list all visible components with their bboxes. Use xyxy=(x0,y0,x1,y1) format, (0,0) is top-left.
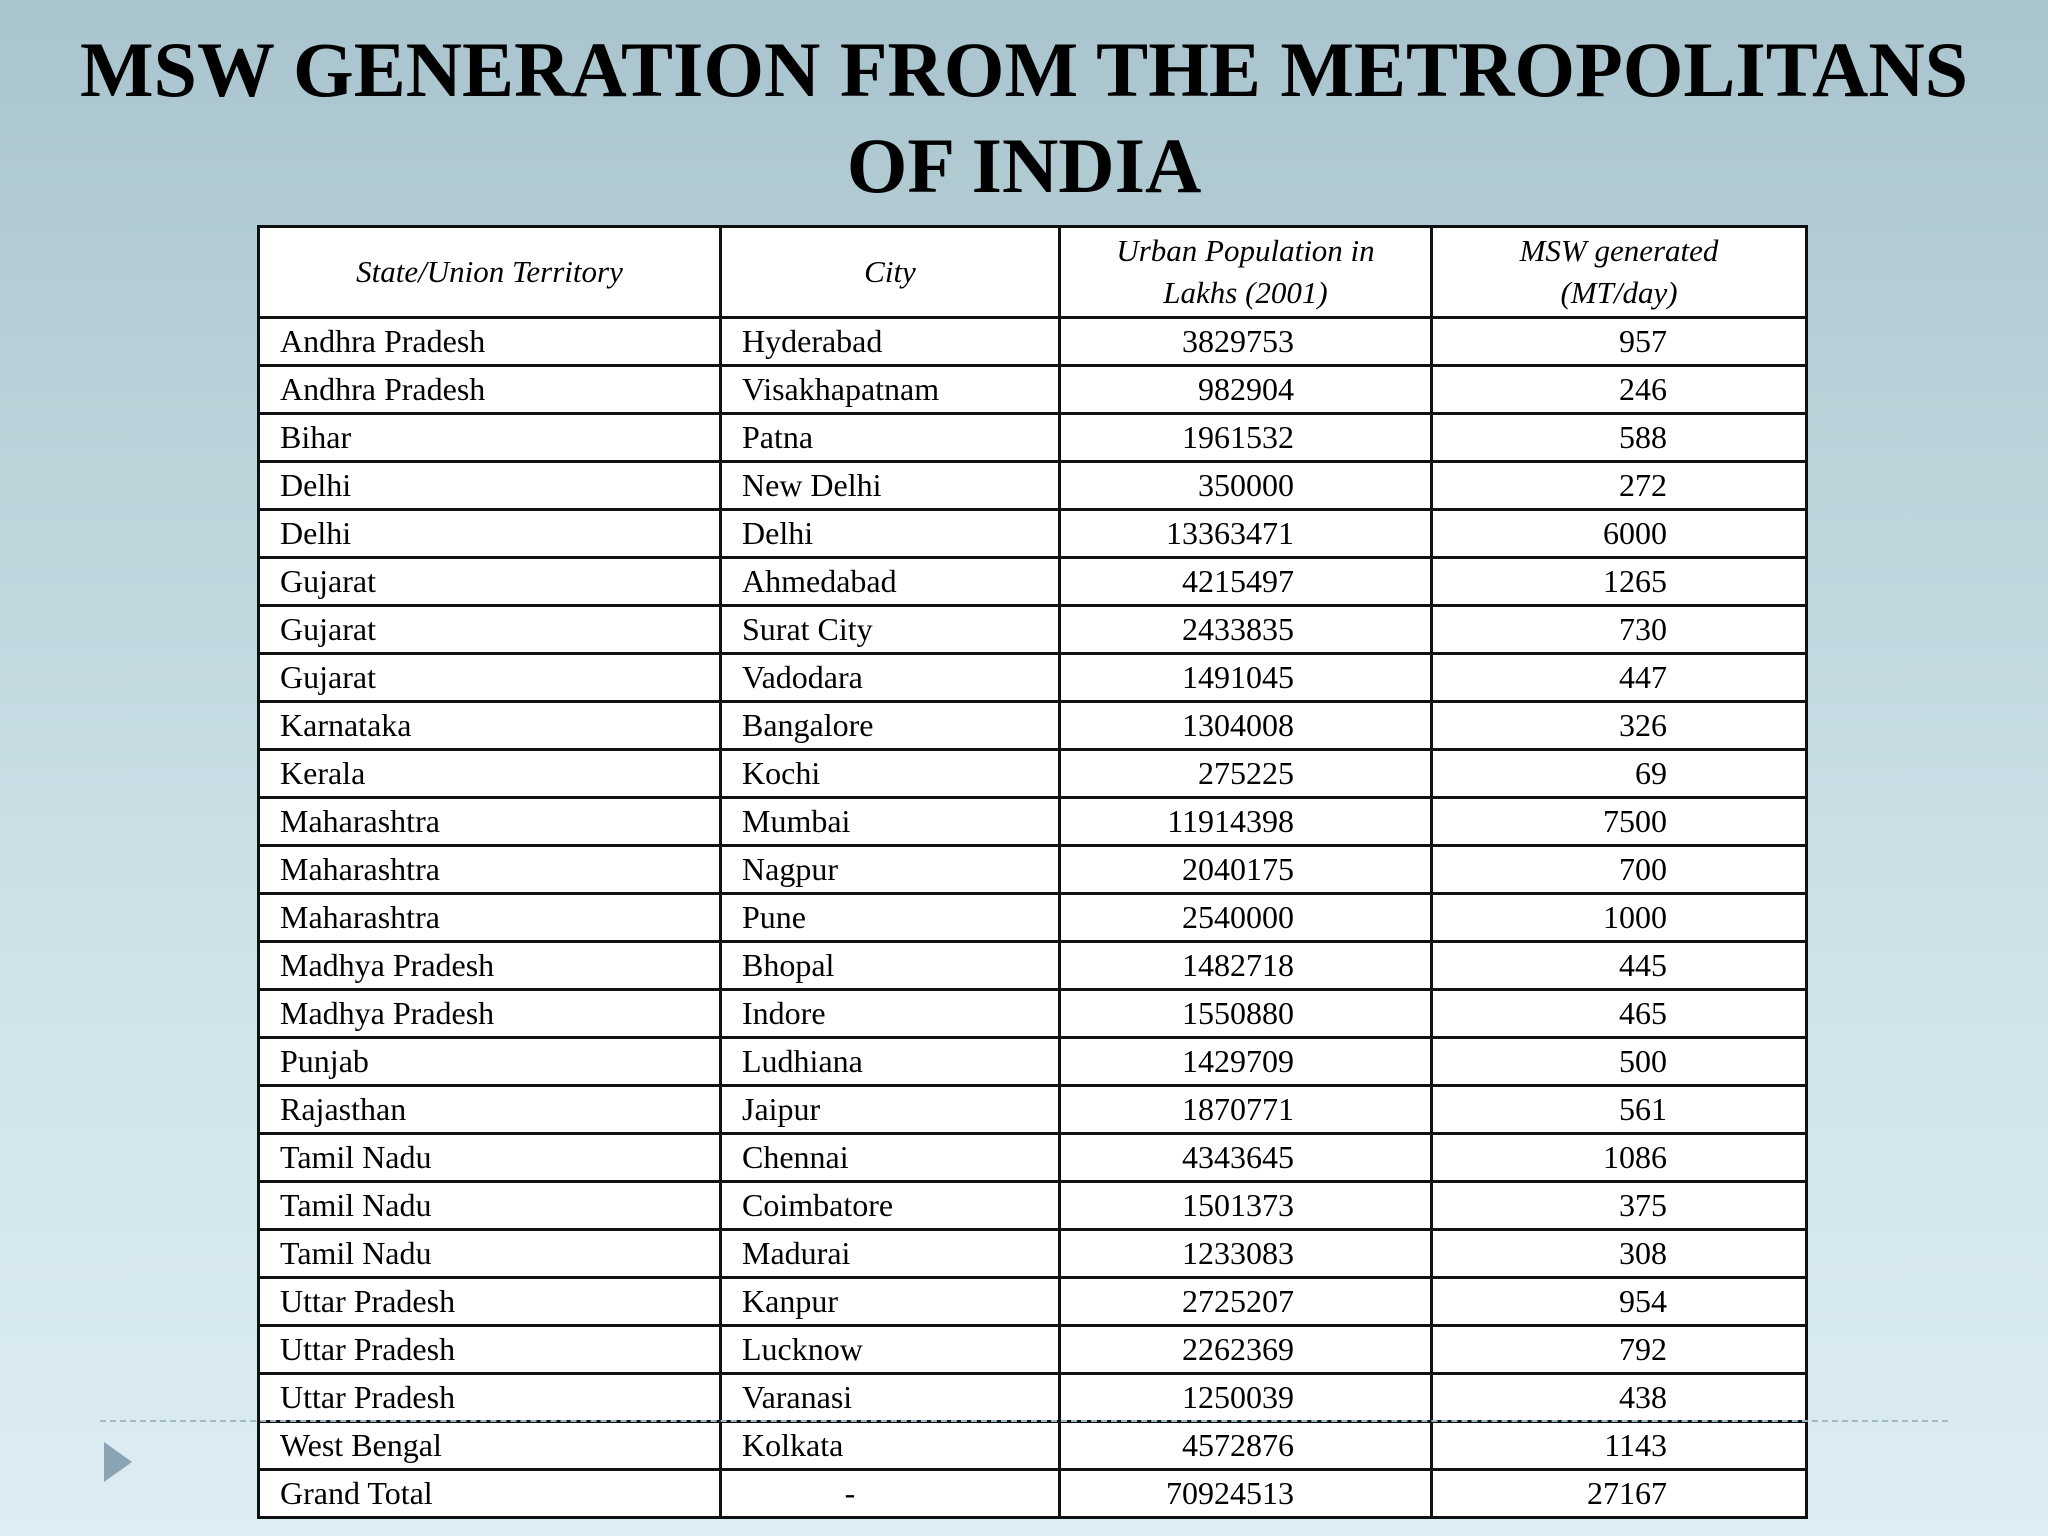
cell-state: Kerala xyxy=(259,750,721,798)
cell-population: 1870771 xyxy=(1060,1086,1432,1134)
cell-city: Bangalore xyxy=(721,702,1060,750)
cell-msw: 700 xyxy=(1432,846,1807,894)
cell-city: Varanasi xyxy=(721,1374,1060,1422)
cell-msw: 375 xyxy=(1432,1182,1807,1230)
table-row xyxy=(259,606,1807,654)
header-city: City xyxy=(721,227,1060,318)
total-label: Grand Total xyxy=(259,1470,721,1518)
cell-city: Jaipur xyxy=(721,1086,1060,1134)
table-row xyxy=(259,798,1807,846)
table-row xyxy=(259,750,1807,798)
cell-msw: 1143 xyxy=(1432,1422,1807,1470)
cell-state: Karnataka xyxy=(259,702,721,750)
cell-msw: 730 xyxy=(1432,606,1807,654)
cell-population: 4572876 xyxy=(1060,1422,1432,1470)
cell-msw: 438 xyxy=(1432,1374,1807,1422)
cell-msw: 308 xyxy=(1432,1230,1807,1278)
table-row xyxy=(259,1086,1807,1134)
cell-msw: 246 xyxy=(1432,366,1807,414)
cell-state: Maharashtra xyxy=(259,798,721,846)
table-row xyxy=(259,702,1807,750)
table-body xyxy=(259,318,1807,1518)
table-row xyxy=(259,366,1807,414)
table-row xyxy=(259,1038,1807,1086)
footer-divider xyxy=(100,1420,1948,1422)
cell-state: Madhya Pradesh xyxy=(259,942,721,990)
cell-population: 982904 xyxy=(1060,366,1432,414)
total-city: - xyxy=(721,1470,1060,1518)
table-row xyxy=(259,894,1807,942)
cell-state: Delhi xyxy=(259,510,721,558)
cell-population: 275225 xyxy=(1060,750,1432,798)
cell-state: Maharashtra xyxy=(259,846,721,894)
cell-msw: 1000 xyxy=(1432,894,1807,942)
cell-population: 2040175 xyxy=(1060,846,1432,894)
cell-city: Mumbai xyxy=(721,798,1060,846)
cell-state: Tamil Nadu xyxy=(259,1182,721,1230)
cell-population: 1501373 xyxy=(1060,1182,1432,1230)
cell-state: Maharashtra xyxy=(259,894,721,942)
cell-msw: 6000 xyxy=(1432,510,1807,558)
slide-title-line-2: OF INDIA xyxy=(846,122,1202,209)
cell-city: Coimbatore xyxy=(721,1182,1060,1230)
cell-city: Delhi xyxy=(721,510,1060,558)
table-row xyxy=(259,942,1807,990)
cell-population: 11914398 xyxy=(1060,798,1432,846)
table-row xyxy=(259,990,1807,1038)
cell-city: Chennai xyxy=(721,1134,1060,1182)
cell-state: Madhya Pradesh xyxy=(259,990,721,1038)
cell-city: Hyderabad xyxy=(721,318,1060,366)
cell-city: Visakhapatnam xyxy=(721,366,1060,414)
table-row xyxy=(259,558,1807,606)
header-msw-line-2: (MT/day) xyxy=(1560,275,1678,310)
cell-state: West Bengal xyxy=(259,1422,721,1470)
table-row xyxy=(259,1230,1807,1278)
cell-msw: 272 xyxy=(1432,462,1807,510)
cell-city: Ludhiana xyxy=(721,1038,1060,1086)
cell-state: Andhra Pradesh xyxy=(259,366,721,414)
cell-state: Tamil Nadu xyxy=(259,1230,721,1278)
cell-state: Uttar Pradesh xyxy=(259,1326,721,1374)
cell-msw: 7500 xyxy=(1432,798,1807,846)
cell-city: Kanpur xyxy=(721,1278,1060,1326)
cell-state: Uttar Pradesh xyxy=(259,1278,721,1326)
cell-msw: 445 xyxy=(1432,942,1807,990)
cell-state: Tamil Nadu xyxy=(259,1134,721,1182)
cell-population: 1482718 xyxy=(1060,942,1432,990)
cell-msw: 1265 xyxy=(1432,558,1807,606)
table-row xyxy=(259,1422,1807,1470)
header-population-line-2: Lakhs (2001) xyxy=(1163,275,1328,310)
slide-title xyxy=(0,22,2048,214)
cell-population: 2433835 xyxy=(1060,606,1432,654)
header-msw xyxy=(1432,227,1807,318)
table-row xyxy=(259,1374,1807,1422)
cell-population: 2725207 xyxy=(1060,1278,1432,1326)
cell-msw: 1086 xyxy=(1432,1134,1807,1182)
cell-state: Delhi xyxy=(259,462,721,510)
cell-population: 3829753 xyxy=(1060,318,1432,366)
cell-city: Vadodara xyxy=(721,654,1060,702)
cell-state: Punjab xyxy=(259,1038,721,1086)
table-row xyxy=(259,1134,1807,1182)
cell-population: 1550880 xyxy=(1060,990,1432,1038)
cell-msw: 500 xyxy=(1432,1038,1807,1086)
cell-msw: 561 xyxy=(1432,1086,1807,1134)
cell-city: Lucknow xyxy=(721,1326,1060,1374)
cell-state: Andhra Pradesh xyxy=(259,318,721,366)
total-population: 70924513 xyxy=(1060,1470,1432,1518)
cell-msw: 326 xyxy=(1432,702,1807,750)
cell-population: 2262369 xyxy=(1060,1326,1432,1374)
table-row xyxy=(259,318,1807,366)
cell-city: New Delhi xyxy=(721,462,1060,510)
table-row xyxy=(259,1326,1807,1374)
cell-population: 1233083 xyxy=(1060,1230,1432,1278)
cell-state: Rajasthan xyxy=(259,1086,721,1134)
cell-state: Gujarat xyxy=(259,654,721,702)
cell-state: Uttar Pradesh xyxy=(259,1374,721,1422)
cell-msw: 447 xyxy=(1432,654,1807,702)
cell-city: Ahmedabad xyxy=(721,558,1060,606)
table-row xyxy=(259,462,1807,510)
cell-population: 1961532 xyxy=(1060,414,1432,462)
cell-city: Kolkata xyxy=(721,1422,1060,1470)
header-population-line-1: Urban Population in xyxy=(1116,233,1375,268)
cell-city: Kochi xyxy=(721,750,1060,798)
msw-table-container xyxy=(257,225,1805,1519)
table-row xyxy=(259,654,1807,702)
cell-population: 350000 xyxy=(1060,462,1432,510)
cell-population: 2540000 xyxy=(1060,894,1432,942)
triangle-right-icon[interactable] xyxy=(104,1442,132,1482)
cell-population: 4343645 xyxy=(1060,1134,1432,1182)
cell-city: Pune xyxy=(721,894,1060,942)
cell-city: Bhopal xyxy=(721,942,1060,990)
table-row xyxy=(259,1278,1807,1326)
cell-msw: 957 xyxy=(1432,318,1807,366)
cell-population: 1250039 xyxy=(1060,1374,1432,1422)
table-header-row xyxy=(259,227,1807,318)
cell-population: 13363471 xyxy=(1060,510,1432,558)
cell-population: 1304008 xyxy=(1060,702,1432,750)
cell-population: 1491045 xyxy=(1060,654,1432,702)
cell-msw: 954 xyxy=(1432,1278,1807,1326)
cell-city: Patna xyxy=(721,414,1060,462)
total-msw: 27167 xyxy=(1432,1470,1807,1518)
header-msw-line-1: MSW generated xyxy=(1519,233,1719,268)
cell-state: Gujarat xyxy=(259,606,721,654)
cell-state: Bihar xyxy=(259,414,721,462)
cell-msw: 588 xyxy=(1432,414,1807,462)
cell-population: 4215497 xyxy=(1060,558,1432,606)
header-population xyxy=(1060,227,1432,318)
msw-generation-table xyxy=(257,225,1808,1519)
table-row xyxy=(259,1182,1807,1230)
cell-city: Madurai xyxy=(721,1230,1060,1278)
table-row xyxy=(259,846,1807,894)
table-row xyxy=(259,510,1807,558)
cell-msw: 792 xyxy=(1432,1326,1807,1374)
cell-msw: 465 xyxy=(1432,990,1807,1038)
table-total-row xyxy=(259,1470,1807,1518)
cell-city: Indore xyxy=(721,990,1060,1038)
cell-city: Surat City xyxy=(721,606,1060,654)
header-state: State/Union Territory xyxy=(259,227,721,318)
table-row xyxy=(259,414,1807,462)
slide-title-line-1: MSW GENERATION FROM THE METROPOLITANS xyxy=(79,26,1969,113)
cell-population: 1429709 xyxy=(1060,1038,1432,1086)
cell-state: Gujarat xyxy=(259,558,721,606)
cell-city: Nagpur xyxy=(721,846,1060,894)
cell-msw: 69 xyxy=(1432,750,1807,798)
